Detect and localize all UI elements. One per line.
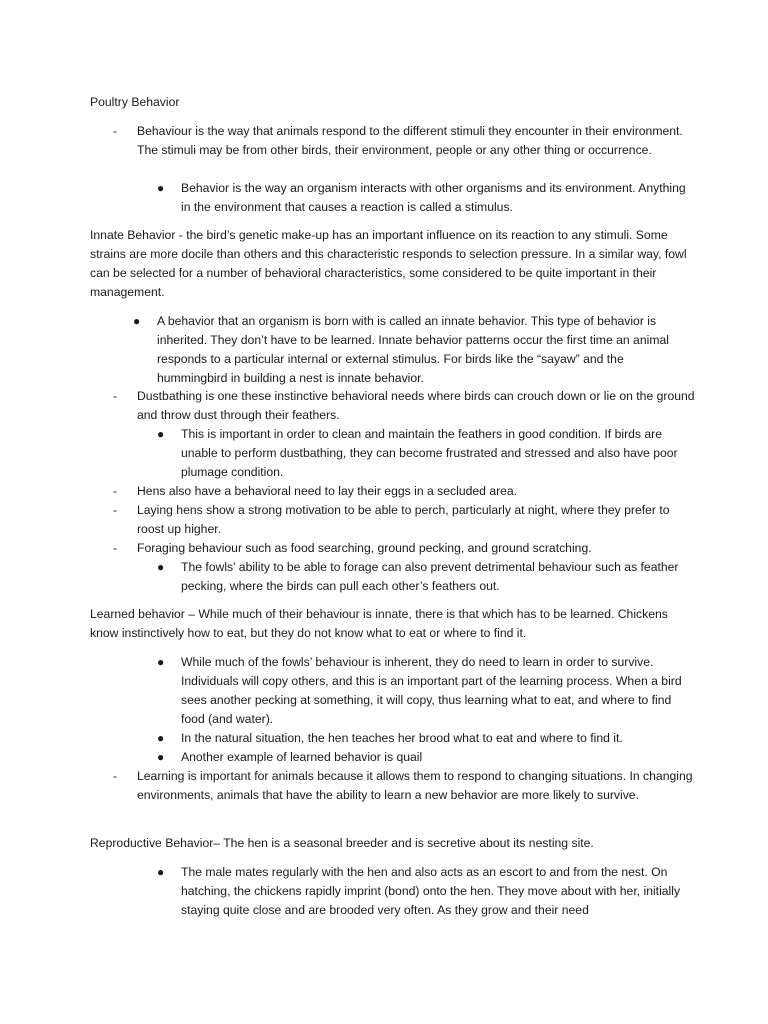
list-item (157, 729, 691, 748)
list-item-text: Learning is important for animals because it allows them to respond to changing situations. In changing environments, animals that have the ability to learn a new behavior are more likely to survive. (137, 769, 693, 802)
list-item-text: Hens also have a behavioral need to lay their eggs in a secluded area. (137, 484, 518, 498)
list-item-text: Another example of learned behavior is quail (181, 750, 423, 764)
bullet-marker: ● (157, 731, 165, 745)
paragraph-reproductive-behavior: Reproductive Behavior– The hen is a seasonal breeder and is secretive about its nesting site. (90, 836, 594, 850)
list-item (157, 748, 691, 767)
bullet-marker: ● (157, 655, 165, 669)
dash-marker: - (113, 541, 118, 555)
list-item-text: In the natural situation, the hen teaches her brood what to eat and where to find it. (181, 731, 623, 745)
document-title: Poultry Behavior (90, 95, 180, 109)
list-item (113, 539, 695, 558)
list-item (113, 767, 695, 805)
list-item (113, 122, 695, 160)
paragraph-learned-behavior: Learned behavior – While much of their behaviour is innate, there is that which has to be learned. Chickens know instinctively how to eat, but they do not know what to eat or where to find it. (90, 607, 668, 640)
list-item-text: Laying hens show a strong motivation to be able to perch, particularly at night, where they prefer to roost up higher. (137, 503, 670, 536)
dash-marker: - (113, 124, 118, 138)
dash-marker: - (113, 769, 118, 783)
list-item (157, 425, 691, 482)
bullet-marker: ● (133, 314, 141, 328)
bullet-marker: ● (157, 427, 165, 441)
bullet-marker: ● (157, 865, 165, 879)
list-item-text: Behaviour is the way that animals respond to the different stimuli they encounter in their environment. The stimuli may be from other birds, their environment, people or any other thing or occurrence. (137, 124, 683, 157)
bullet-marker: ● (157, 750, 165, 764)
list-item-text: The fowls’ ability to be able to forage can also prevent detrimental behaviour such as feather pecking, where the birds can pull each other’s feathers out. (181, 560, 679, 593)
dash-marker: - (113, 503, 118, 517)
list-item (113, 387, 695, 425)
dash-marker: - (113, 389, 118, 403)
list-item-text: The male mates regularly with the hen and also acts as an escort to and from the nest. On hatching, the chickens rapidly imprint (bond) onto the hen. They move about with her, initially staying quite close and are brooded very often. As they grow and their need (181, 865, 681, 917)
dash-marker: - (113, 484, 118, 498)
list-item-text: A behavior that an organism is born with is called an innate behavior. This type of behavior is inherited. They don’t have to be learned. Innate behavior patterns occur the first time an animal responds to a particular internal or external stimulus. For birds like the “sayaw” and the hummingbird in building a nest is innate behavior. (157, 314, 669, 385)
list-item (157, 653, 691, 729)
list-item (133, 312, 693, 388)
list-item (113, 482, 695, 501)
list-item-text: This is important in order to clean and maintain the feathers in good condition. If birds are unable to perform dustbathing, they can become frustrated and stressed and also have poor plumage condition. (181, 427, 678, 479)
list-item-text: Dustbathing is one these instinctive behavioral needs where birds can crouch down or lie on the ground and throw dust through their feathers. (137, 389, 695, 422)
bullet-marker: ● (157, 560, 165, 574)
list-item-text: Behavior is the way an organism interacts with other organisms and its environment. Anything in the environment that causes a reaction is called a stimulus. (181, 181, 686, 214)
list-item (157, 179, 691, 217)
list-item (157, 863, 691, 920)
bullet-marker: ● (157, 181, 165, 195)
paragraph-innate-behavior: Innate Behavior - the bird’s genetic make-up has an important influence on its reaction to any stimuli. Some strains are more docile than others and this characteristic responds to selection pressure. In a similar way, fowl can be selected for a number of behavioral characteristics, some considered to be quite important in their management. (90, 228, 687, 299)
list-item (157, 558, 691, 596)
list-item (113, 501, 695, 539)
list-item-text: While much of the fowls’ behaviour is inherent, they do need to learn in order to survive. Individuals will copy others, and this is an important part of the learning process. When a bird sees another pecking at something, it will copy, thus learning what to eat, and where to find food (and water). (181, 655, 682, 726)
list-item-text: Foraging behaviour such as food searching, ground pecking, and ground scratching. (137, 541, 592, 555)
